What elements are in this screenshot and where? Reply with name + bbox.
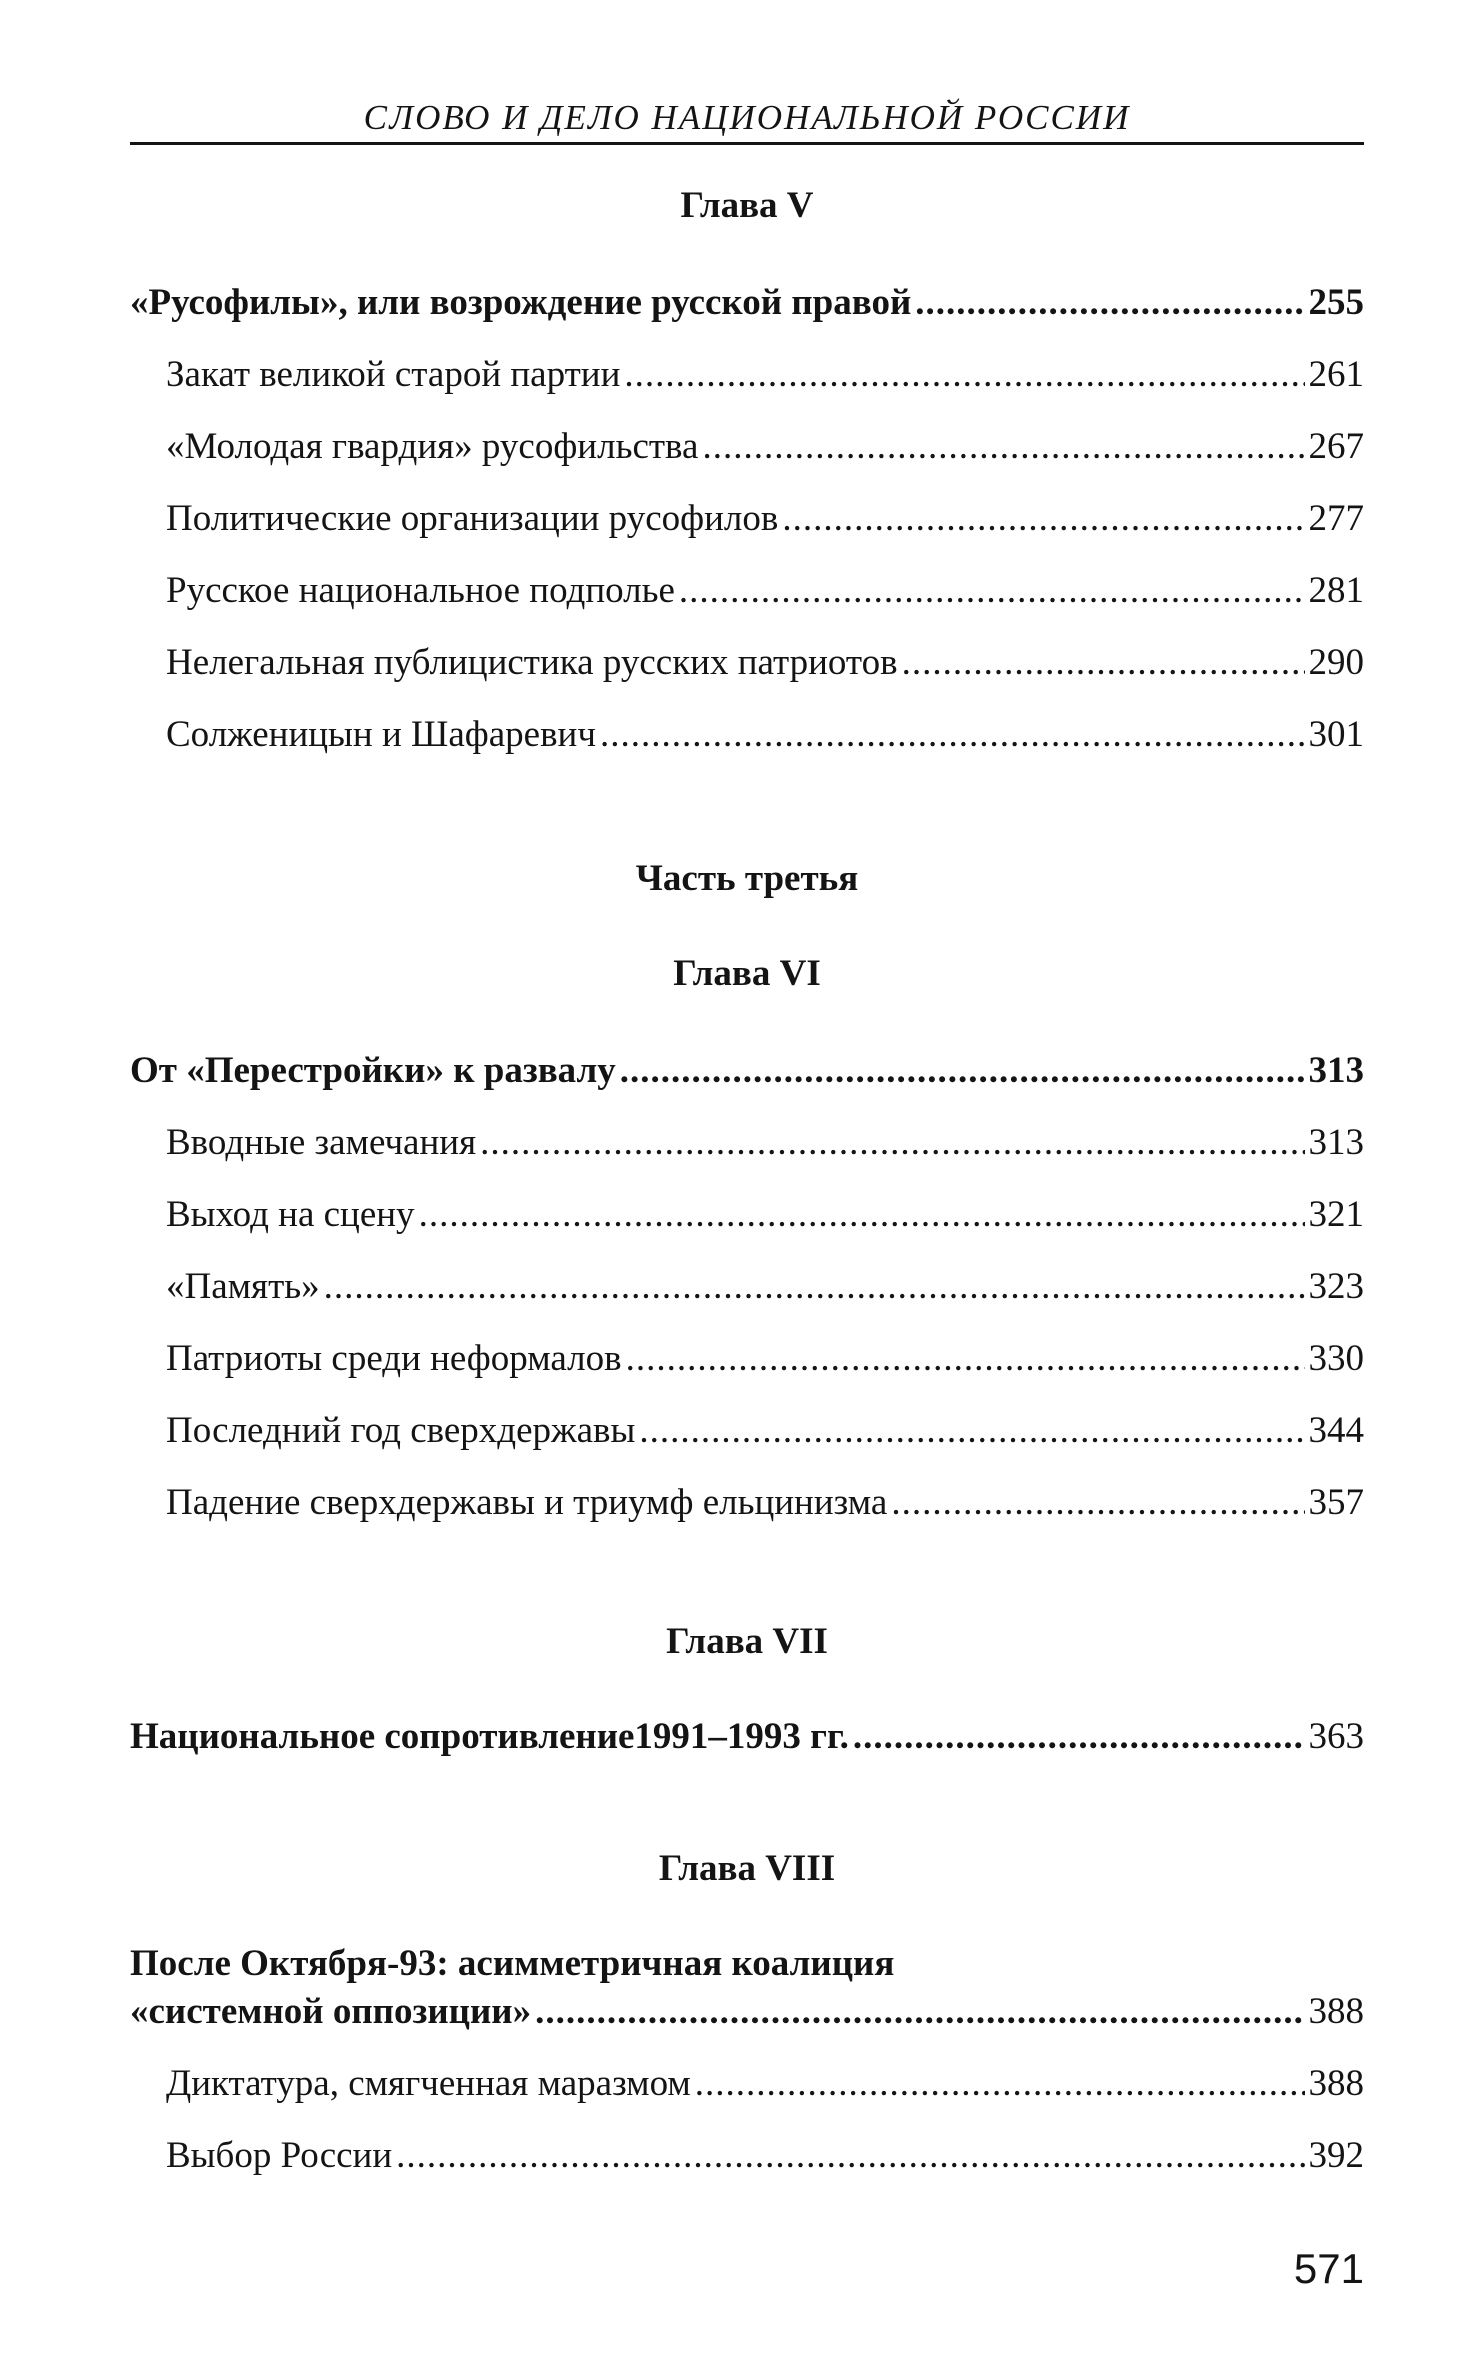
toc-page: 261 [1308, 354, 1364, 395]
toc-entry[interactable] [166, 496, 1364, 542]
toc-entry-main[interactable] [130, 1048, 1364, 1094]
toc-entry[interactable] [166, 424, 1364, 470]
toc-title: Солженицын и Шафаревич [166, 714, 596, 755]
toc-entry[interactable] [166, 1408, 1364, 1454]
chapter-8-heading: Глава VIII [658, 1848, 836, 1889]
dot-leader [419, 1192, 1305, 1238]
toc-entry-main[interactable] [130, 280, 1364, 326]
dot-leader [679, 568, 1305, 614]
dot-leader [853, 1714, 1305, 1760]
toc-title: «Русофилы», или возрождение русской правой [130, 282, 912, 323]
chapter-6-heading: Глава VI [673, 953, 821, 994]
toc-title: «системной оппозиции» [130, 1991, 532, 2032]
toc-title: «Память» [166, 1266, 320, 1307]
toc-page: 281 [1308, 570, 1364, 611]
toc-entry[interactable] [166, 352, 1364, 398]
toc-page: 330 [1308, 1338, 1364, 1379]
toc-page: 277 [1308, 498, 1364, 539]
dot-leader [915, 280, 1304, 326]
toc-title: Последний год сверхдержавы [166, 1410, 636, 1451]
running-head: СЛОВО И ДЕЛО НАЦИОНАЛЬНОЙ РОССИИ [363, 98, 1131, 137]
toc-entry-main[interactable] [130, 1989, 1364, 2035]
toc-page: 313 [1308, 1050, 1364, 1091]
toc-title: Диктатура, смягченная маразмом [166, 2063, 691, 2104]
toc-page: 323 [1308, 1266, 1364, 1307]
dot-leader [902, 640, 1305, 686]
toc-title: Нелегальная публицистика русских патриотов [166, 642, 898, 683]
toc-title: Вводные замечания [166, 1122, 477, 1163]
dot-leader [626, 1336, 1305, 1382]
chapter-7-heading: Глава VII [666, 1621, 828, 1662]
toc-entry[interactable] [166, 1192, 1364, 1238]
toc-title: Патриоты среди неформалов [166, 1338, 622, 1379]
toc-entry[interactable] [166, 2061, 1364, 2107]
toc-entry[interactable] [166, 1336, 1364, 1382]
dot-leader [324, 1264, 1305, 1310]
toc-page: 313 [1308, 1122, 1364, 1163]
dot-leader [782, 496, 1304, 542]
dot-leader [535, 1989, 1304, 2035]
toc-page: 267 [1308, 426, 1364, 467]
toc-entry-main[interactable] [130, 1714, 1364, 1760]
toc-entry[interactable] [166, 712, 1364, 758]
toc-title-line1[interactable]: После Октября-93: асимметричная коалиция [130, 1943, 895, 1984]
toc-title: Политические организации русофилов [166, 498, 779, 539]
dot-leader [891, 1480, 1304, 1526]
dot-leader [396, 2133, 1304, 2179]
dot-leader [600, 712, 1305, 758]
toc-title: Выход на сцену [166, 1194, 415, 1235]
toc-page: 388 [1308, 1991, 1364, 2032]
toc-entry[interactable] [166, 640, 1364, 686]
toc-page: 301 [1308, 714, 1364, 755]
dot-leader [639, 1408, 1304, 1454]
toc-entry[interactable] [166, 1480, 1364, 1526]
toc-entry[interactable] [166, 1264, 1364, 1310]
chapter-5-heading: Глава V [680, 185, 814, 226]
toc-title: Национальное сопротивление1991–1993 гг. [130, 1716, 849, 1757]
toc-page: 255 [1308, 282, 1364, 323]
dot-leader [624, 352, 1304, 398]
toc-page: 363 [1308, 1716, 1364, 1757]
toc-page: 344 [1308, 1410, 1364, 1451]
header-rule [130, 142, 1364, 145]
dot-leader [695, 2061, 1305, 2107]
toc-title: Закат великой старой партии [166, 354, 621, 395]
toc-title: «Молодая гвардия» русофильства [166, 426, 699, 467]
toc-title: От «Перестройки» к развалу [130, 1050, 616, 1091]
dot-leader [702, 424, 1304, 470]
toc-page: 357 [1308, 1482, 1364, 1523]
toc-page: 290 [1308, 642, 1364, 683]
dot-leader [480, 1120, 1304, 1166]
toc-entry[interactable] [166, 1120, 1364, 1166]
toc-page: 321 [1308, 1194, 1364, 1235]
toc-title: Падение сверхдержавы и триумф ельцинизма [166, 1482, 888, 1523]
page-number: 571 [1293, 2245, 1364, 2292]
toc-entry[interactable] [166, 2133, 1364, 2179]
toc-entry[interactable] [166, 568, 1364, 614]
dot-leader [620, 1048, 1305, 1094]
toc-page: 392 [1308, 2135, 1364, 2176]
toc-title: Выбор России [166, 2135, 393, 2176]
toc-title: Русское национальное подполье [166, 570, 675, 611]
part-3-heading: Часть третья [635, 858, 859, 899]
toc-page: 388 [1308, 2063, 1364, 2104]
